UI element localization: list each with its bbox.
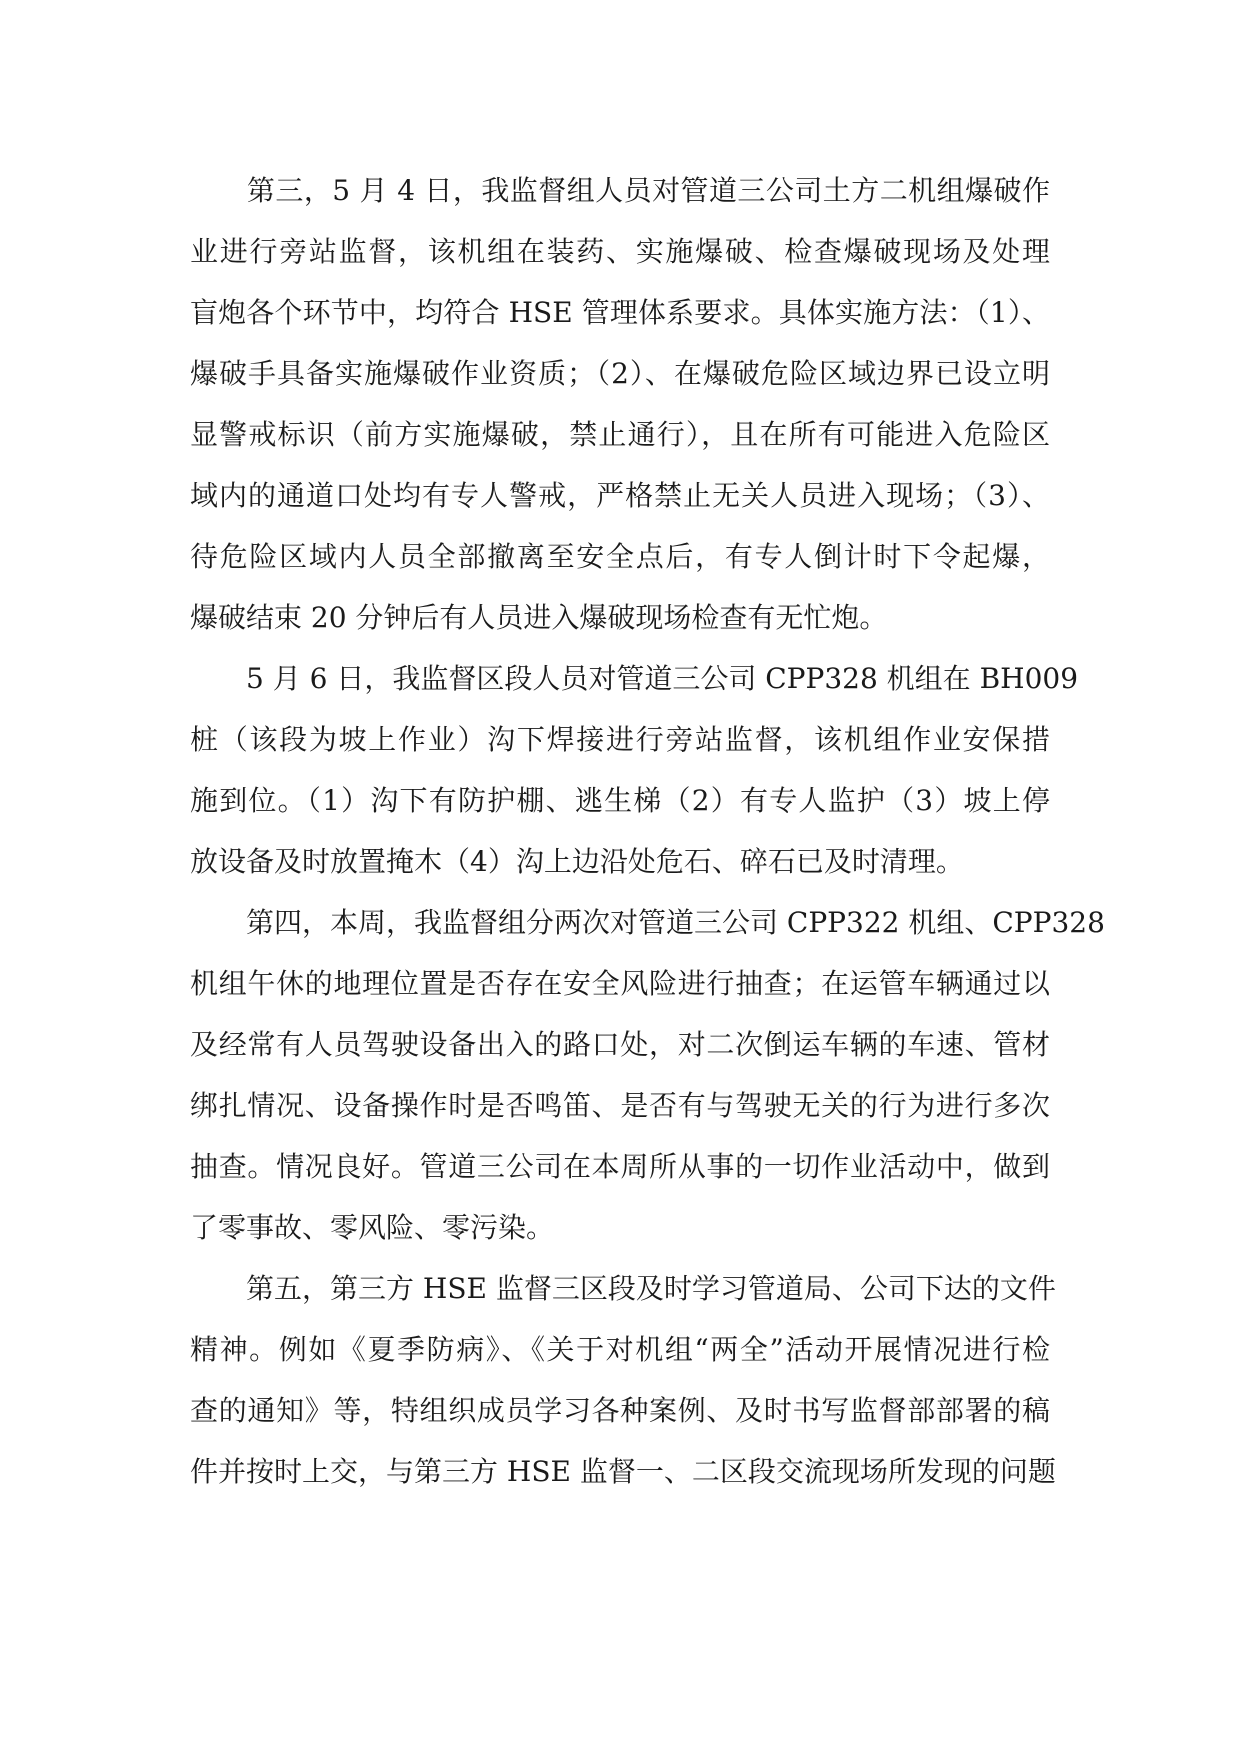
text-line: 了零事故、零风险、零污染。 <box>190 1211 555 1244</box>
text-line: 精神。例如《夏季防病》、《关于对机组“两全”活动开展情况进行检 <box>190 1333 1050 1366</box>
document-body <box>190 160 1105 1502</box>
paragraph-section-three <box>190 160 1050 648</box>
text-line: 机组午休的地理位置是否存在安全风险进行抽查；在运管车辆通过以 <box>190 967 1050 1000</box>
text-line: 显警戒标识（前方实施爆破，禁止通行），且在所有可能进入危险区 <box>190 418 1050 451</box>
text-line: 放设备及时放置掩木（4）沟上边沿处危石、碎石已及时清理。 <box>190 845 964 878</box>
text-line: 抽查。情况良好。管道三公司在本周所从事的一切作业活动中，做到 <box>190 1150 1050 1183</box>
text-line: 域内的通道口处均有专人警戒，严格禁止无关人员进入现场；（3）、 <box>190 479 1050 512</box>
text-line: 第三，5 月 4 日，我监督组人员对管道三公司土方二机组爆破作 <box>190 174 1050 207</box>
text-line: 第四，本周，我监督组分两次对管道三公司 CPP322 机组、CPP328 <box>190 906 1105 939</box>
text-line: 及经常有人员驾驶设备出入的路口处，对二次倒运车辆的车速、管材 <box>190 1028 1050 1061</box>
text-line: 爆破结束 20 分钟后有人员进入爆破现场检查有无忙炮。 <box>190 601 888 634</box>
text-line: 桩（该段为坡上作业）沟下焊接进行旁站监督，该机组作业安保措 <box>190 723 1050 756</box>
text-line: 查的通知》等，特组织成员学习各种案例、及时书写监督部部署的稿 <box>190 1394 1050 1427</box>
text-line: 第五，第三方 HSE 监督三区段及时学习管道局、公司下达的文件 <box>190 1272 1056 1305</box>
paragraph-section-four <box>190 892 1105 1258</box>
text-line: 爆破手具备实施爆破作业资质；（2）、在爆破危险区域边界已设立明 <box>190 357 1050 390</box>
text-line: 待危险区域内人员全部撤离至安全点后，有专人倒计时下令起爆， <box>190 540 1050 573</box>
text-line: 施到位。（1）沟下有防护棚、逃生梯（2）有专人监护（3）坡上停 <box>190 784 1050 817</box>
paragraph-may-sixth <box>190 648 1079 892</box>
text-line: 件并按时上交，与第三方 HSE 监督一、二区段交流现场所发现的问题 <box>190 1455 1056 1488</box>
text-line: 盲炮各个环节中，均符合 HSE 管理体系要求。具体实施方法：（1）、 <box>190 296 1050 329</box>
paragraph-section-five <box>190 1258 1056 1502</box>
text-line: 绑扎情况、设备操作时是否鸣笛、是否有与驾驶无关的行为进行多次 <box>190 1089 1050 1122</box>
text-line: 业进行旁站监督，该机组在装药、实施爆破、检查爆破现场及处理 <box>190 235 1050 268</box>
text-line: 5 月 6 日，我监督区段人员对管道三公司 CPP328 机组在 BH009 <box>190 662 1079 695</box>
